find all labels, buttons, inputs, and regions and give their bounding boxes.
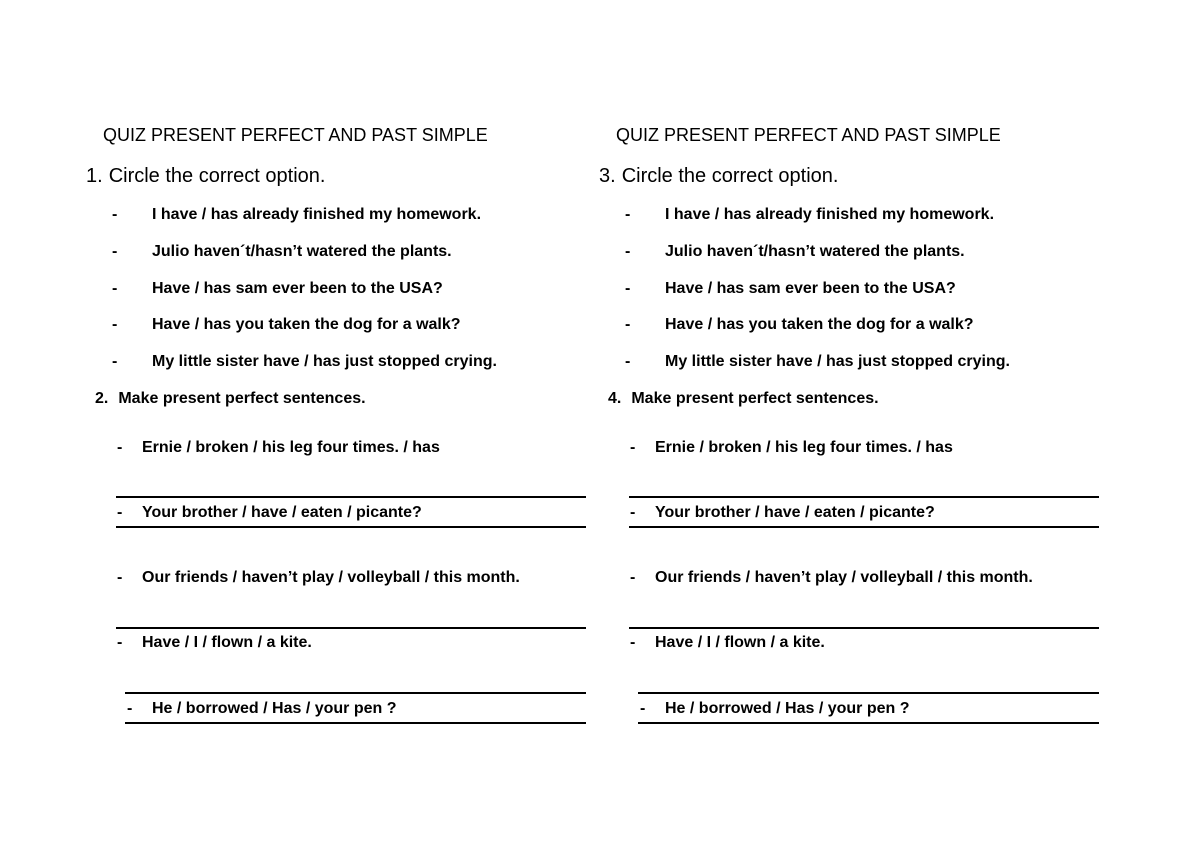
section-number: 2.: [95, 390, 109, 407]
item-text: Julio haven´t/hasn’t watered the plants.: [152, 242, 452, 260]
item-text: I have / has already finished my homework.: [152, 206, 482, 223]
dash-bullet: -: [625, 279, 631, 297]
dash-bullet: -: [625, 353, 631, 371]
section-1-heading: [86, 165, 325, 188]
answer-line[interactable]: [629, 526, 1099, 528]
item-text: Our friends / haven’t play / volleyball / this month.: [142, 569, 520, 586]
quiz-right: [513, 0, 1113, 849]
answer-line[interactable]: [638, 692, 1099, 694]
item-text: Have / I / flown / a kite.: [142, 634, 312, 651]
dash-bullet: -: [625, 316, 631, 334]
item-text: Ernie / broken / his leg four times. / has: [655, 439, 953, 456]
quiz-title: QUIZ PRESENT PERFECT AND PAST SIMPLE: [616, 125, 1001, 145]
dash-bullet: -: [117, 439, 123, 456]
dash-bullet: -: [112, 316, 118, 334]
dash-bullet: -: [625, 242, 631, 260]
dash-bullet: -: [112, 353, 118, 371]
item-text: My little sister have / has just stopped crying.: [665, 353, 1010, 371]
section-number: 3.: [599, 165, 616, 187]
item-text: Have / has you taken the dog for a walk?: [152, 316, 461, 334]
dash-bullet: -: [112, 206, 118, 223]
item-text: Your brother / have / eaten / picante?: [142, 504, 422, 521]
section-heading-text: Circle the correct option.: [621, 165, 839, 187]
item-text: He / borrowed / Has / your pen ?: [665, 700, 910, 717]
item-text: Have / I / flown / a kite.: [655, 634, 825, 651]
dash-bullet: -: [112, 279, 118, 297]
item-text: My little sister have / has just stopped crying.: [152, 353, 497, 371]
item-text: Have / has sam ever been to the USA?: [665, 279, 956, 297]
dash-bullet: -: [625, 206, 631, 223]
item-text: He / borrowed / Has / your pen ?: [152, 700, 397, 717]
section-heading-text: Make present perfect sentences.: [631, 390, 879, 407]
section-number: 1.: [86, 165, 103, 187]
dash-bullet: -: [112, 242, 118, 260]
dash-bullet: -: [630, 634, 636, 651]
item-text: Have / has you taken the dog for a walk?: [665, 316, 974, 334]
item-text: Your brother / have / eaten / picante?: [655, 504, 935, 521]
dash-bullet: -: [640, 700, 646, 717]
dash-bullet: -: [117, 634, 123, 651]
dash-bullet: -: [117, 504, 123, 521]
item-text: I have / has already finished my homework.: [665, 206, 995, 223]
section-3-heading: [599, 165, 838, 188]
answer-line[interactable]: [629, 627, 1099, 629]
item-text: Have / has sam ever been to the USA?: [152, 279, 443, 297]
dash-bullet: -: [630, 569, 636, 586]
answer-line[interactable]: [629, 496, 1099, 498]
section-2-heading: [95, 390, 366, 408]
dash-bullet: -: [630, 439, 636, 456]
item-text: Our friends / haven’t play / volleyball / this month.: [655, 569, 1033, 586]
item-text: Julio haven´t/hasn’t watered the plants.: [665, 242, 965, 260]
section-heading-text: Make present perfect sentences.: [118, 390, 366, 407]
item-text: Ernie / broken / his leg four times. / has: [142, 439, 440, 456]
section-number: 4.: [608, 390, 622, 407]
answer-line[interactable]: [638, 722, 1099, 724]
section-heading-text: Circle the correct option.: [108, 165, 326, 187]
dash-bullet: -: [127, 700, 133, 717]
dash-bullet: -: [630, 504, 636, 521]
quiz-title: QUIZ PRESENT PERFECT AND PAST SIMPLE: [103, 125, 488, 145]
section-4-heading: [608, 390, 879, 408]
dash-bullet: -: [117, 569, 123, 586]
